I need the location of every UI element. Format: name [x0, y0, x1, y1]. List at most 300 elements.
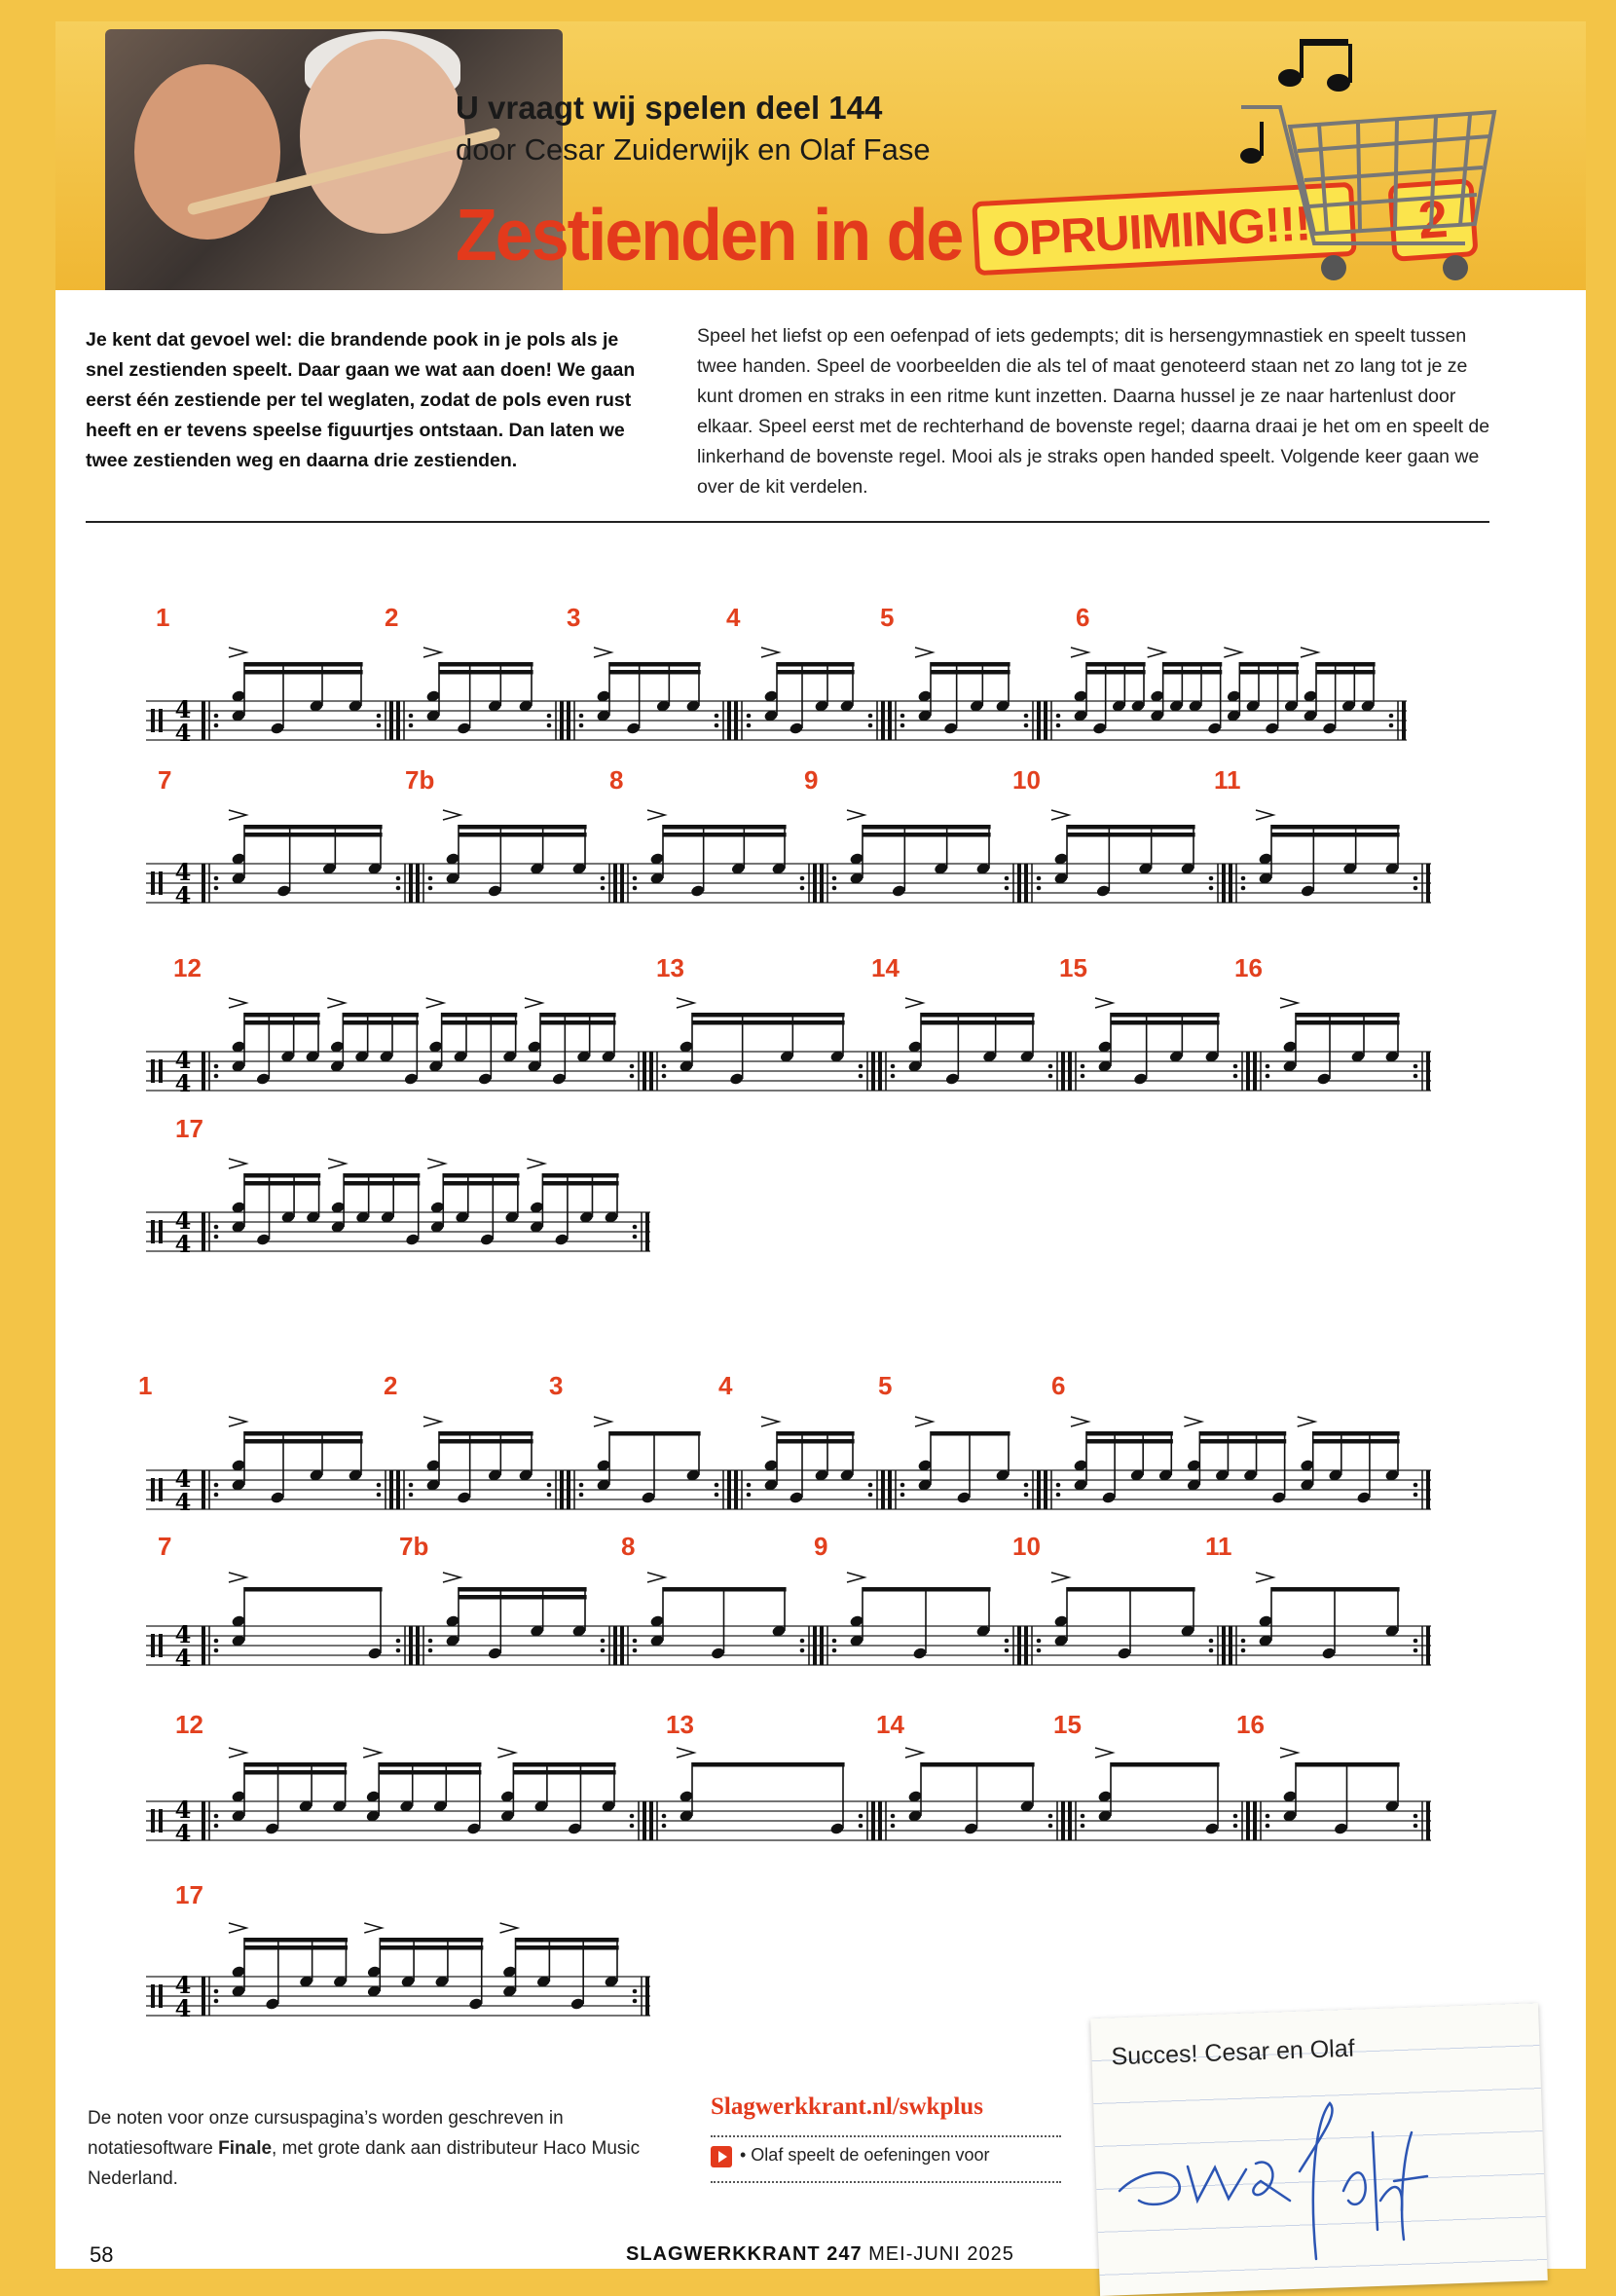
beam	[777, 662, 855, 667]
beam	[1296, 1020, 1400, 1025]
beam	[777, 1431, 855, 1436]
accent-mark	[500, 1923, 518, 1933]
exercise-number: 6	[1076, 603, 1090, 632]
repeat-dot	[1414, 1648, 1418, 1653]
repeat-bar	[1017, 864, 1021, 903]
beam	[244, 1762, 347, 1767]
repeat-dot	[1209, 886, 1214, 891]
accent-mark	[527, 1159, 544, 1168]
software-name: Finale	[218, 2138, 273, 2159]
beam	[542, 1181, 618, 1186]
beam	[344, 1173, 420, 1178]
repeat-bar	[416, 1626, 420, 1665]
repeat-bar	[881, 1470, 885, 1509]
time-signature-top: 4	[174, 1046, 192, 1074]
beam	[1199, 1439, 1286, 1444]
repeat-dot	[832, 876, 837, 881]
repeat-bar	[1037, 1470, 1041, 1509]
repeat-bar	[409, 1626, 413, 1665]
repeat-dot	[1241, 876, 1246, 881]
video-note: • Olaf speelt de oefeningen voor	[740, 2145, 990, 2165]
accent-mark	[525, 998, 542, 1008]
beam	[692, 1762, 845, 1767]
repeat-dot	[630, 1824, 635, 1829]
repeat-dot	[1414, 1824, 1418, 1829]
beam	[380, 1945, 483, 1950]
time-signature-bottom: 4	[174, 1230, 192, 1258]
repeat-bar	[613, 1626, 617, 1665]
repeat-dot	[868, 1483, 873, 1488]
repeat-bar	[202, 1977, 205, 2016]
repeat-dot	[547, 714, 552, 719]
repeat-dot	[633, 1989, 638, 1994]
repeat-bar	[202, 1626, 205, 1665]
accent-mark	[905, 998, 923, 1008]
exercise-number: 14	[876, 1710, 904, 1739]
repeat-dot	[662, 1064, 667, 1069]
exercise-number: 11	[1214, 765, 1241, 795]
repeat-dot	[428, 1648, 433, 1653]
exercise-number: 4	[718, 1371, 733, 1400]
repeat-dot	[630, 1064, 635, 1069]
repeat-dot	[891, 1074, 896, 1079]
card-message: Succes! Cesar en Olaf	[1111, 2034, 1356, 2071]
repeat-dot	[1266, 1074, 1270, 1079]
repeat-dot	[1037, 1639, 1042, 1644]
play-icon[interactable]	[711, 2146, 732, 2167]
repeat-dot	[633, 1225, 638, 1230]
accent-mark	[847, 1573, 864, 1582]
beam	[663, 1587, 787, 1592]
accent-mark	[427, 1159, 445, 1168]
beam	[1163, 670, 1223, 675]
repeat-dot	[715, 1493, 719, 1498]
beam	[442, 1020, 518, 1025]
accent-mark	[1051, 1573, 1069, 1582]
repeat-dot	[800, 876, 805, 881]
accent-mark	[229, 1923, 246, 1933]
repeat-dot	[630, 1814, 635, 1819]
accent-mark	[594, 648, 611, 657]
repeat-bar	[567, 1470, 570, 1509]
repeat-bar	[888, 701, 892, 740]
beam	[1086, 670, 1146, 675]
beam	[244, 1173, 320, 1178]
repeat-dot	[1005, 886, 1010, 891]
repeat-dot	[1414, 886, 1418, 891]
repeat-dot	[747, 723, 752, 728]
repeat-dot	[868, 1493, 873, 1498]
repeat-bar	[396, 701, 400, 740]
exercise-number: 17	[175, 1114, 203, 1143]
repeat-dot	[630, 1074, 635, 1079]
time-signature-bottom: 4	[174, 1994, 192, 2022]
repeat-bar	[1061, 1052, 1065, 1091]
repeat-dot	[868, 714, 873, 719]
percussion-clef	[159, 709, 163, 732]
percussion-clef	[159, 1220, 163, 1243]
repeat-dot	[1414, 1493, 1418, 1498]
footer-credit: De noten voor onze cursuspagina’s worden geschreven in notatiesoftware Finale, met grote dank aan distributeur Haco Music Nederland.	[88, 2108, 641, 2189]
repeat-dot	[633, 886, 638, 891]
repeat-dot	[1048, 1814, 1053, 1819]
repeat-bar	[881, 701, 885, 740]
accent-mark	[363, 1748, 381, 1758]
time-signature-top: 4	[174, 1620, 192, 1648]
beam	[244, 1770, 347, 1775]
percussion-clef	[159, 1059, 163, 1083]
repeat-dot	[409, 723, 414, 728]
beam	[516, 1938, 619, 1943]
accent-mark	[1256, 810, 1273, 820]
beam	[244, 1020, 320, 1025]
beam	[442, 1013, 518, 1018]
repeat-dot	[1005, 876, 1010, 881]
beam	[443, 1181, 519, 1186]
repeat-bar	[1222, 864, 1226, 903]
repeat-bar	[389, 1470, 393, 1509]
repeat-bar	[620, 1626, 624, 1665]
beam	[244, 1587, 383, 1592]
accent-mark	[1256, 1573, 1273, 1582]
repeat-dot	[214, 723, 219, 728]
repeat-dot	[214, 1639, 219, 1644]
repeat-bar	[878, 1801, 882, 1840]
percussion-clef	[151, 871, 155, 895]
beam	[1111, 1013, 1220, 1018]
intro-text: Speel het liefst op een oefenpad of iets gedempts; dit is hersengymnastiek en speelt tussen twee handen. Speel de voorbeelden die als tel of maat genoteerd staan net zo lang tot je ze kunt dromen en straks in een ritme kunt inzetten. Daarna hussel je ze naar hartenlust door elkaar. Speel eerst met de rechterhand de bovenste regel; daarna draai je het om en speelt de linkerhand de bovenste regel. Mooi als je straks open handed speelt. Volgende keer gaan we over de kit verdelen.	[697, 325, 1490, 498]
repeat-bar	[649, 1801, 653, 1840]
repeat-dot	[1081, 1814, 1085, 1819]
repeat-dot	[377, 723, 382, 728]
repeat-bar	[1426, 1470, 1430, 1509]
percussion-clef	[151, 1984, 155, 2008]
beam	[344, 1181, 420, 1186]
percussion-clef	[159, 1809, 163, 1833]
beam	[1086, 662, 1146, 667]
exercise-number: 10	[1012, 765, 1041, 795]
beam	[1316, 662, 1376, 667]
beam	[1067, 833, 1195, 837]
repeat-dot	[868, 723, 873, 728]
accent-mark	[1095, 1748, 1113, 1758]
repeat-dot	[579, 1493, 584, 1498]
repeat-bar	[1229, 864, 1232, 903]
repeat-dot	[1024, 723, 1029, 728]
repeat-dot	[601, 876, 606, 881]
accent-mark	[761, 648, 779, 657]
repeat-dot	[214, 1814, 219, 1819]
repeat-bar	[416, 864, 420, 903]
repeat-dot	[1266, 1064, 1270, 1069]
beam	[439, 1439, 533, 1444]
beam	[439, 662, 533, 667]
repeat-bar	[1246, 1801, 1250, 1840]
repeat-dot	[214, 1989, 219, 1994]
exercise-number: 2	[385, 603, 399, 632]
repeat-dot	[214, 1235, 219, 1240]
repeat-dot	[1056, 714, 1061, 719]
sale-sign-number: 2	[1387, 178, 1478, 262]
repeat-dot	[428, 1639, 433, 1644]
beam	[1296, 1762, 1400, 1767]
beam	[1271, 825, 1400, 830]
beam	[609, 670, 701, 675]
beam	[459, 1595, 587, 1600]
repeat-dot	[662, 1074, 667, 1079]
beam	[244, 1439, 363, 1444]
repeat-dot	[715, 714, 719, 719]
repeat-bar	[1068, 1801, 1072, 1840]
repeat-dot	[859, 1064, 863, 1069]
repeat-dot	[1081, 1074, 1085, 1079]
beam	[1313, 1431, 1400, 1436]
exercise-number: 17	[175, 1880, 203, 1909]
accent-mark	[1298, 1417, 1315, 1426]
repeat-bar	[202, 1052, 205, 1091]
beam	[244, 662, 363, 667]
beam	[244, 1938, 348, 1943]
repeat-dot	[1241, 1639, 1246, 1644]
repeat-dot	[900, 714, 905, 719]
repeat-bar	[202, 1801, 205, 1840]
repeat-bar	[1426, 864, 1430, 903]
repeat-dot	[1048, 1824, 1053, 1829]
repeat-dot	[1024, 1483, 1029, 1488]
repeat-dot	[409, 714, 414, 719]
repeat-dot	[633, 1235, 638, 1240]
accent-mark	[594, 1417, 611, 1426]
dotted-divider	[711, 2181, 1061, 2183]
beam	[244, 1431, 363, 1436]
repeat-dot	[1048, 1064, 1053, 1069]
beam	[540, 1013, 616, 1018]
repeat-dot	[409, 1493, 414, 1498]
repeat-dot	[601, 886, 606, 891]
beam	[663, 833, 787, 837]
repeat-dot	[214, 1225, 219, 1230]
beam	[609, 662, 701, 667]
repeat-dot	[1081, 1064, 1085, 1069]
repeat-bar	[645, 1977, 649, 2016]
repeat-dot	[1389, 723, 1394, 728]
repeat-bar	[1068, 1052, 1072, 1091]
beam	[244, 1945, 348, 1950]
repeat-dot	[1233, 1814, 1238, 1819]
beam	[1086, 1431, 1173, 1436]
beam	[609, 1431, 701, 1436]
exercise-number: 8	[609, 765, 624, 795]
repeat-dot	[900, 1483, 905, 1488]
repeat-dot	[800, 1648, 805, 1653]
accent-mark	[1071, 1417, 1088, 1426]
repeat-dot	[832, 1648, 837, 1653]
repeat-bar	[560, 701, 564, 740]
repeat-dot	[900, 1493, 905, 1498]
beam	[1199, 1431, 1286, 1436]
accent-mark	[364, 1923, 382, 1933]
beam	[343, 1013, 419, 1018]
beam	[1067, 825, 1195, 830]
repeat-dot	[1233, 1824, 1238, 1829]
repeat-dot	[1241, 1648, 1246, 1653]
handwritten-signature	[1100, 2074, 1509, 2269]
time-signature-bottom: 4	[174, 1488, 192, 1516]
accent-mark	[1280, 1748, 1298, 1758]
repeat-dot	[715, 723, 719, 728]
repeat-bar	[820, 864, 824, 903]
repeat-dot	[891, 1064, 896, 1069]
repeat-dot	[396, 876, 401, 881]
exercise-number: 3	[567, 603, 581, 632]
accent-mark	[229, 648, 246, 657]
accent-mark	[229, 1748, 246, 1758]
accent-mark	[647, 810, 665, 820]
accent-mark	[1071, 648, 1088, 657]
repeat-dot	[428, 886, 433, 891]
repeat-dot	[1037, 886, 1042, 891]
beam	[244, 1181, 320, 1186]
exercise-number: 1	[138, 1371, 153, 1400]
repeat-bar	[396, 1470, 400, 1509]
repeat-dot	[891, 1824, 896, 1829]
beam	[439, 670, 533, 675]
accent-mark	[1095, 998, 1113, 1008]
beam	[931, 670, 1010, 675]
repeat-dot	[633, 1999, 638, 2004]
magazine-footer	[626, 2243, 1014, 2266]
exercise-number: 11	[1205, 1532, 1232, 1561]
exercise-number: 4	[726, 603, 741, 632]
repeat-bar	[643, 1801, 646, 1840]
repeat-dot	[1081, 1824, 1085, 1829]
repeat-dot	[633, 1639, 638, 1644]
accent-mark	[905, 1748, 923, 1758]
repeat-dot	[1005, 1648, 1010, 1653]
repeat-bar	[202, 701, 205, 740]
issue-date: MEI-JUNI 2025	[868, 2243, 1014, 2265]
repeat-bar	[1426, 1801, 1430, 1840]
exercise-number: 13	[666, 1710, 694, 1739]
exercise-number: 6	[1051, 1371, 1066, 1400]
page-number: 58	[90, 2242, 114, 2267]
repeat-dot	[859, 1814, 863, 1819]
repeat-dot	[1037, 1648, 1042, 1653]
repeat-dot	[832, 886, 837, 891]
exercise-number: 16	[1234, 953, 1263, 982]
exercise-number: 12	[173, 953, 202, 982]
beam	[921, 1020, 1035, 1025]
beam	[1163, 662, 1223, 667]
beam	[380, 1938, 483, 1943]
beam	[1111, 1762, 1220, 1767]
repeat-dot	[1209, 1639, 1214, 1644]
time-signature-top: 4	[174, 858, 192, 886]
repeat-bar	[560, 1470, 564, 1509]
swkplus-link[interactable]: Slagwerkkrant.nl/swkplus	[711, 2093, 983, 2120]
repeat-bar	[1061, 1801, 1065, 1840]
beam	[692, 1020, 845, 1025]
repeat-bar	[871, 1052, 875, 1091]
beam	[244, 670, 363, 675]
beam	[777, 670, 855, 675]
beam	[244, 833, 383, 837]
exercise-number: 14	[871, 953, 900, 982]
beam	[663, 825, 787, 830]
time-signature-bottom: 4	[174, 1644, 192, 1672]
article-authors: door Cesar Zuiderwijk en Olaf Fase	[456, 132, 931, 167]
time-signature-bottom: 4	[174, 1069, 192, 1097]
repeat-dot	[1037, 876, 1042, 881]
repeat-dot	[800, 1639, 805, 1644]
exercise-number: 10	[1012, 1532, 1041, 1561]
repeat-dot	[1414, 1074, 1418, 1079]
repeat-bar	[1253, 1801, 1257, 1840]
beam	[540, 1020, 616, 1025]
accent-mark	[328, 1159, 346, 1168]
time-signature-top: 4	[174, 1796, 192, 1824]
exercise-number: 5	[880, 603, 895, 632]
accent-mark	[1051, 810, 1069, 820]
repeat-bar	[871, 1801, 875, 1840]
repeat-dot	[579, 1483, 584, 1488]
repeat-dot	[547, 1493, 552, 1498]
beam	[379, 1770, 481, 1775]
exercise-number: 9	[804, 765, 819, 795]
time-signature-top: 4	[174, 1206, 192, 1235]
sale-sign-text: OPRUIMING!!!	[990, 196, 1312, 268]
accent-mark	[443, 1573, 460, 1582]
beam	[459, 833, 587, 837]
accent-mark	[229, 810, 246, 820]
repeat-dot	[214, 714, 219, 719]
repeat-dot	[1056, 723, 1061, 728]
article-title: U vraagt wij spelen deel 144	[456, 90, 883, 126]
intro-text-bold: Je kent dat gevoel wel: die brandende pook in je pols als je snel zestienden speelt. Daar gaan we wat aan doen! We gaan eerst één zestiende per tel weglaten, zodat de pols even rust heeft en er tevens speelse figuurtjes ontstaan. Dan laten we twee zestienden weg en daarna drie zestienden.	[86, 329, 636, 471]
percussion-clef	[151, 1220, 155, 1243]
repeat-dot	[1005, 1639, 1010, 1644]
repeat-bar	[727, 1470, 731, 1509]
repeat-bar	[878, 1052, 882, 1091]
repeat-bar	[734, 1470, 738, 1509]
beam	[1271, 833, 1400, 837]
repeat-dot	[1414, 1814, 1418, 1819]
repeat-bar	[1024, 864, 1028, 903]
repeat-dot	[747, 1493, 752, 1498]
beam	[1086, 1439, 1173, 1444]
repeat-bar	[202, 1212, 205, 1251]
time-signature-top: 4	[174, 1971, 192, 1999]
beam	[931, 662, 1010, 667]
accent-mark	[443, 810, 460, 820]
repeat-dot	[214, 1493, 219, 1498]
accent-mark	[1148, 648, 1165, 657]
repeat-bar	[1222, 1626, 1226, 1665]
time-signature-bottom: 4	[174, 1819, 192, 1847]
beam	[921, 1013, 1035, 1018]
repeat-dot	[547, 723, 552, 728]
repeat-bar	[727, 701, 731, 740]
repeat-dot	[396, 1648, 401, 1653]
repeat-dot	[1056, 1493, 1061, 1498]
repeat-dot	[601, 1648, 606, 1653]
beam	[443, 1173, 519, 1178]
accent-mark	[497, 1748, 515, 1758]
accent-mark	[1280, 998, 1298, 1008]
beam	[459, 825, 587, 830]
repeat-dot	[633, 876, 638, 881]
percussion-clef	[159, 1634, 163, 1657]
